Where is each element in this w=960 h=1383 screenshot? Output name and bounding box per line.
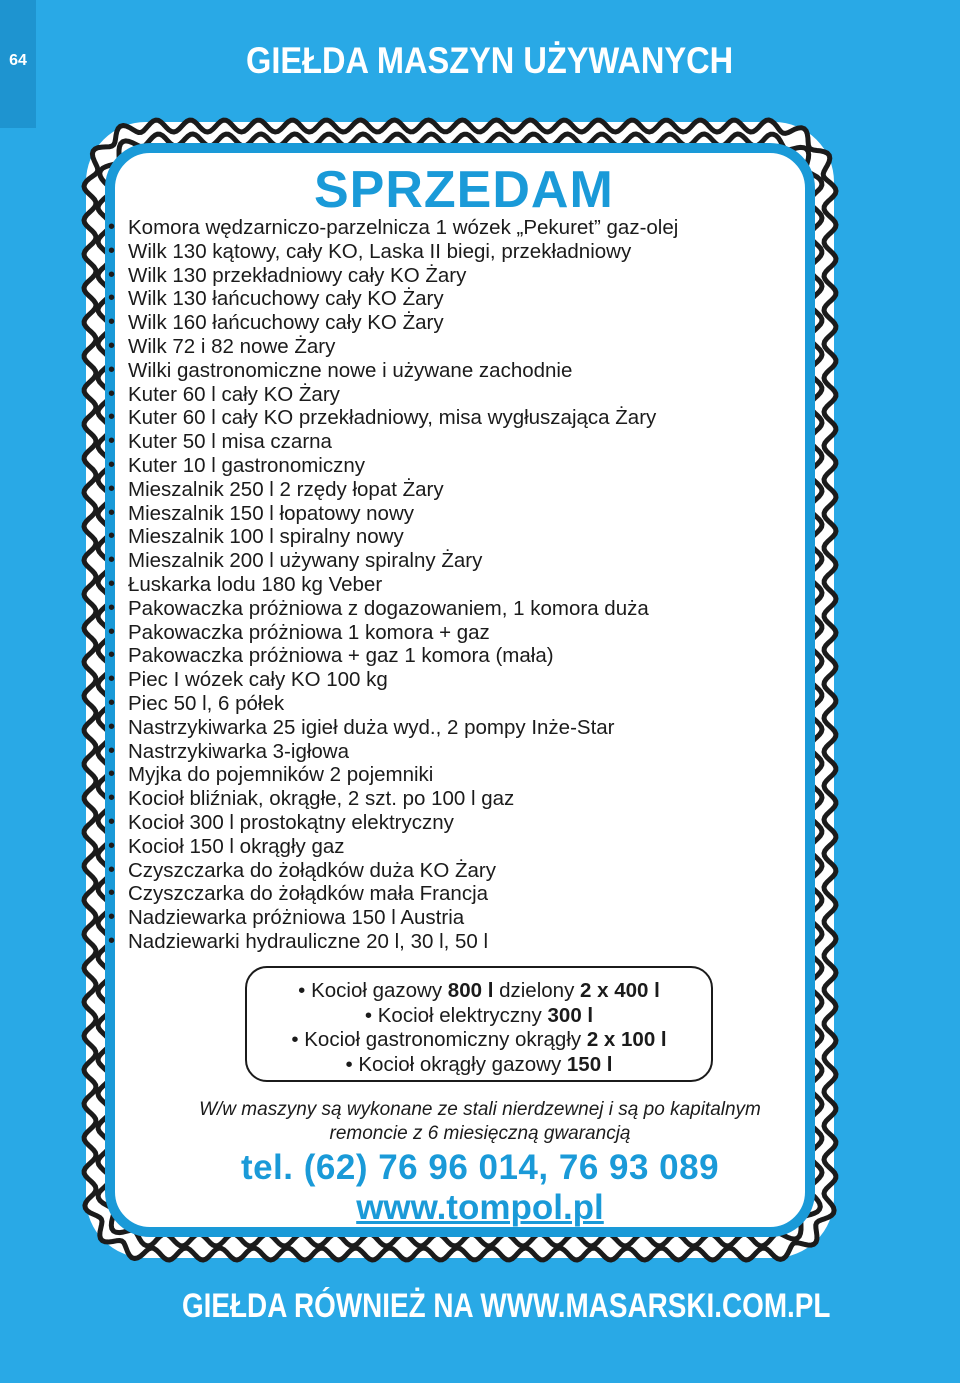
boiler-capacity: 300 l <box>547 1003 594 1027</box>
website-link[interactable]: www.tompol.pl <box>356 1188 604 1227</box>
boiler-capacity: 800 l <box>447 979 494 1002</box>
boiler-text: Kocioł gastronomiczny okrągły <box>304 1028 587 1051</box>
list-item: • Mieszalnik 100 l spiralny nowy <box>106 525 678 549</box>
boiler-text: dzielony <box>493 979 581 1002</box>
list-item: • Kocioł 300 l prostokątny elektryczny <box>106 811 678 835</box>
list-item: • Wilk 160 łańcuchowy cały KO Żary <box>106 311 678 335</box>
bullet-icon: • <box>345 1052 353 1076</box>
list-item: • Komora wędzarniczo-parzelnicza 1 wózek „Pekuret” gaz-olej <box>106 216 678 240</box>
list-item: • Mieszalnik 200 l używany spiralny Żary <box>106 549 678 573</box>
list-item: • Wilk 130 przekładniowy cały KO Żary <box>106 264 678 288</box>
list-item: • Kuter 10 l gastronomiczny <box>106 454 678 478</box>
boiler-capacity: 2 x 100 l <box>586 1028 667 1051</box>
list-item: • Nastrzykiwarka 25 igieł duża wyd., 2 pompy Inże-Star <box>106 716 678 740</box>
guarantee-line-1: W/w maszyny są wykonane ze stali nierdzewnej i są po kapitalnym <box>199 1099 761 1120</box>
bullet-icon: • <box>364 1003 373 1027</box>
guarantee-line-2: remoncie z 6 miesięczną gwarancją <box>329 1123 631 1144</box>
ad-heading: SPRZEDAM <box>314 161 614 219</box>
page-footer-title: GIEŁDA RÓWNIEŻ NA WWW.MASARSKI.COM.PL <box>182 1287 831 1325</box>
bullet-icon: • <box>291 1028 299 1051</box>
list-item: • Kuter 60 l cały KO Żary <box>106 383 678 407</box>
list-item: • Kuter 50 l misa czarna <box>106 430 678 454</box>
list-item: • Wilk 72 i 82 nowe Żary <box>106 335 678 359</box>
phone-numbers: tel. (62) 76 96 014, 76 93 089 <box>240 1148 720 1187</box>
list-item: • Piec I wózek cały KO 100 kg <box>106 668 678 692</box>
machine-list <box>106 216 678 954</box>
list-item: • Czyszczarka do żołądków mała Francja <box>106 882 678 906</box>
boiler-text: Kocioł elektryczny <box>377 1003 548 1027</box>
list-item: • Wilki gastronomiczne nowe i używane zachodnie <box>106 359 678 383</box>
page-number: 64 <box>9 52 27 69</box>
list-item: • Kuter 60 l cały KO przekładniowy, misa wygłuszająca Żary <box>106 406 678 430</box>
page-header-title: GIEŁDA MASZYN UŻYWANYCH <box>246 40 734 81</box>
list-item: • Pakowaczka próżniowa 1 komora + gaz <box>106 621 678 645</box>
list-item: • Mieszalnik 250 l 2 rzędy łopat Żary <box>106 478 678 502</box>
guarantee-note <box>80 1098 880 1146</box>
list-item: • Łuskarka lodu 180 kg Veber <box>106 573 678 597</box>
boiler-highlight-box <box>245 966 713 1082</box>
list-item: • Mieszalnik 150 l łopatowy nowy <box>106 502 678 526</box>
boiler-line <box>247 1028 711 1053</box>
bullet-icon: • <box>298 979 306 1002</box>
list-item: • Myjka do pojemników 2 pojemniki <box>106 763 678 787</box>
boiler-capacity: 150 l <box>566 1052 613 1076</box>
list-item: • Czyszczarka do żołądków duża KO Żary <box>106 859 678 883</box>
boiler-line <box>247 1053 711 1078</box>
list-item: • Nastrzykiwarka 3-igłowa <box>106 740 678 764</box>
boiler-text: Kocioł okrągły gazowy <box>358 1052 567 1076</box>
list-item: • Wilk 130 łańcuchowy cały KO Żary <box>106 287 678 311</box>
boiler-line <box>247 979 711 1004</box>
list-item: • Kocioł 150 l okrągły gaz <box>106 835 678 859</box>
list-item: • Nadziewarki hydrauliczne 20 l, 30 l, 50 l <box>106 930 678 954</box>
boiler-line <box>247 1004 711 1029</box>
list-item: • Kocioł bliźniak, okrągłe, 2 szt. po 100 l gaz <box>106 787 678 811</box>
list-item: • Piec 50 l, 6 półek <box>106 692 678 716</box>
list-item: • Wilk 130 kątowy, cały KO, Laska II biegi, przekładniowy <box>106 240 678 264</box>
list-item: • Nadziewarka próżniowa 150 l Austria <box>106 906 678 930</box>
list-item: • Pakowaczka próżniowa z dogazowaniem, 1 komora duża <box>106 597 678 621</box>
boiler-capacity: 2 x 400 l <box>580 979 660 1002</box>
list-item: • Pakowaczka próżniowa + gaz 1 komora (mała) <box>106 644 678 668</box>
boiler-text: Kocioł gazowy <box>311 979 448 1002</box>
